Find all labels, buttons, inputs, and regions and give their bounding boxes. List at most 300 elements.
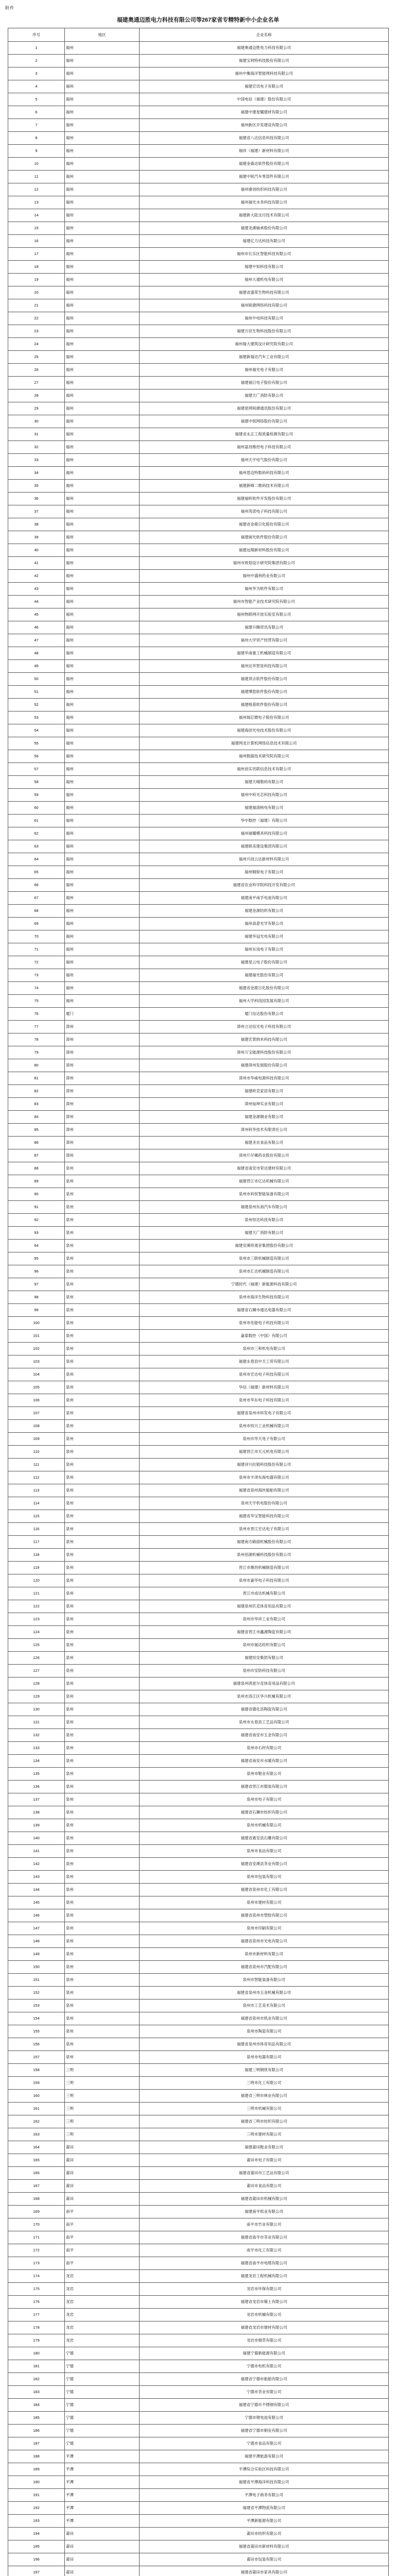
row-number: 76 — [8, 1008, 65, 1021]
row-city: 福州 — [65, 583, 140, 596]
table-row — [8, 2064, 389, 2077]
row-number: 162 — [8, 2115, 65, 2128]
row-number: 181 — [8, 2360, 65, 2373]
row-number: 121 — [8, 1587, 65, 1600]
row-number: 70 — [8, 930, 65, 943]
row-number: 138 — [8, 1806, 65, 1819]
table-row — [8, 389, 389, 402]
table-row — [8, 2206, 389, 2218]
row-city: 宁德 — [65, 2386, 140, 2399]
row-company-name: 泉州市包装有限公司 — [140, 1871, 389, 1884]
row-city: 福州 — [65, 55, 140, 67]
row-number: 64 — [8, 853, 65, 866]
row-company-name: 漳州科华技术有限责任公司 — [140, 1124, 389, 1137]
row-city: 福州 — [65, 776, 140, 789]
row-number: 99 — [8, 1304, 65, 1317]
row-company-name: 宁德市电机有限公司 — [140, 2360, 389, 2373]
row-number: 173 — [8, 2257, 65, 2270]
row-number: 134 — [8, 1755, 65, 1768]
row-number: 6 — [8, 106, 65, 119]
table-row — [8, 2386, 389, 2399]
table-row — [8, 583, 389, 596]
table-row — [8, 2257, 389, 2270]
row-number: 97 — [8, 1278, 65, 1291]
row-number: 174 — [8, 2270, 65, 2283]
row-company-name: 泉州市印刷有限公司 — [140, 1922, 389, 1935]
row-company-name: 三明市机械有限公司 — [140, 2103, 389, 2115]
row-city: 福州 — [65, 905, 140, 918]
row-company-name: 福州福大建筑设计研究院有限公司 — [140, 338, 389, 351]
row-company-name: 福建南平纸业有限公司 — [140, 2206, 389, 2218]
table-row — [8, 325, 389, 338]
table-row — [8, 1265, 389, 1278]
table-row — [8, 158, 389, 171]
row-company-name: 福州福光水务科技有限公司 — [140, 196, 389, 209]
row-city: 泉州 — [65, 1600, 140, 1613]
row-number: 142 — [8, 1858, 65, 1871]
table-row — [8, 737, 389, 750]
table-row — [8, 2218, 389, 2231]
table-row — [8, 2141, 389, 2154]
row-number: 89 — [8, 1175, 65, 1188]
row-city: 泉州 — [65, 1793, 140, 1806]
row-number: 92 — [8, 1214, 65, 1227]
row-number: 140 — [8, 1832, 65, 1845]
row-number: 179 — [8, 2334, 65, 2347]
row-number: 148 — [8, 1935, 65, 1948]
table-row — [8, 209, 389, 222]
row-number: 94 — [8, 1240, 65, 1252]
row-number: 126 — [8, 1652, 65, 1665]
row-city: 福州 — [65, 918, 140, 930]
table-row — [8, 608, 389, 621]
row-company-name: 中国电信（福建）股份有限公司 — [140, 93, 389, 106]
row-city: 漳州 — [65, 1059, 140, 1072]
row-number: 182 — [8, 2373, 65, 2386]
attachment-label: 附件 — [5, 6, 14, 10]
table-row — [8, 1446, 389, 1459]
row-company-name: 福建海创光电技术股份有限公司 — [140, 724, 389, 737]
row-number: 43 — [8, 583, 65, 596]
row-city: 泉州 — [65, 1613, 140, 1626]
table-row — [8, 2090, 389, 2103]
table-row — [8, 1613, 389, 1626]
row-company-name: 龙岩市机械有限公司 — [140, 2309, 389, 2321]
row-number: 40 — [8, 544, 65, 557]
table-row — [8, 1574, 389, 1587]
row-number: 98 — [8, 1291, 65, 1304]
table-row — [8, 1420, 389, 1433]
table-row — [8, 943, 389, 956]
table-row — [8, 1587, 389, 1600]
table-row — [8, 879, 389, 892]
row-city: 福州 — [65, 608, 140, 621]
row-number: 188 — [8, 2450, 65, 2463]
table-row — [8, 1343, 389, 1355]
row-city: 泉州 — [65, 1768, 140, 1781]
row-city: 福州 — [65, 325, 140, 338]
row-number: 151 — [8, 1974, 65, 1987]
row-number: 12 — [8, 183, 65, 196]
row-company-name: 福建天晴数码有限公司 — [140, 776, 389, 789]
table-row — [8, 1201, 389, 1214]
row-city: 泉州 — [65, 1999, 140, 2012]
table-row — [8, 1948, 389, 1961]
row-city: 福州 — [65, 183, 140, 196]
table-row — [8, 171, 389, 183]
row-company-name: 福建省平潭物流有限公司 — [140, 2502, 389, 2515]
row-number: 191 — [8, 2489, 65, 2502]
table-row — [8, 1768, 389, 1781]
table-row — [8, 840, 389, 853]
row-city: 龙岩 — [65, 2334, 140, 2347]
row-company-name: 福建省泉州市塑胶有限公司 — [140, 1909, 389, 1922]
row-city: 福州 — [65, 815, 140, 827]
row-company-name: 福建省金鹿日化股份有限公司 — [140, 982, 389, 995]
row-number: 88 — [8, 1162, 65, 1175]
row-company-name: 福建省莆田市工艺品有限公司 — [140, 2167, 389, 2180]
row-company-name: 福建南方路面机械股份有限公司 — [140, 1536, 389, 1549]
row-number: 106 — [8, 1394, 65, 1407]
table-row — [8, 106, 389, 119]
row-city: 泉州 — [65, 1858, 140, 1871]
table-row — [8, 2231, 389, 2244]
row-number: 77 — [8, 1021, 65, 1033]
row-number: 145 — [8, 1896, 65, 1909]
row-number: 166 — [8, 2167, 65, 2180]
row-city: 福州 — [65, 299, 140, 312]
table-row — [8, 428, 389, 441]
row-number: 171 — [8, 2231, 65, 2244]
table-row — [8, 557, 389, 570]
row-city: 福州 — [65, 660, 140, 673]
row-city: 龙岩 — [65, 2321, 140, 2334]
row-city: 福州 — [65, 119, 140, 132]
table-row — [8, 930, 389, 943]
row-city: 泉州 — [65, 1381, 140, 1394]
row-company-name: 福建星云电子股份有限公司 — [140, 956, 389, 969]
table-row — [8, 1961, 389, 1974]
table-row — [8, 686, 389, 699]
row-company-name: 福建省泉州市光电有限公司 — [140, 1935, 389, 1948]
row-company-name: 泉州市安防科技有限公司 — [140, 1665, 389, 1677]
row-city: 泉州 — [65, 1587, 140, 1600]
row-city: 泉州 — [65, 1909, 140, 1922]
row-city: 泉州 — [65, 1871, 140, 1884]
row-company-name: 华信（福建）新材料有限公司 — [140, 1381, 389, 1394]
row-number: 176 — [8, 2296, 65, 2309]
row-number: 105 — [8, 1381, 65, 1394]
row-number: 53 — [8, 711, 65, 724]
row-number: 63 — [8, 840, 65, 853]
table-row — [8, 338, 389, 351]
row-company-name: 泉州市建材有限公司 — [140, 1896, 389, 1909]
row-number: 1 — [8, 42, 65, 55]
row-company-name: 福建省永正工程质量检测有限公司 — [140, 428, 389, 441]
table-row — [8, 1021, 389, 1033]
table-row — [8, 2515, 389, 2528]
table-row — [8, 1227, 389, 1240]
table-row — [8, 570, 389, 583]
row-company-name: 宁德市锂电池有限公司 — [140, 2412, 389, 2425]
row-company-name: 福建博思软件股份有限公司 — [140, 686, 389, 699]
row-number: 128 — [8, 1677, 65, 1690]
row-city: 福州 — [65, 596, 140, 608]
row-number: 80 — [8, 1059, 65, 1072]
row-company-name: 福建永春县中天工贸有限公司 — [140, 1355, 389, 1368]
table-row — [8, 2476, 389, 2489]
table-row — [8, 493, 389, 505]
table-row — [8, 776, 389, 789]
row-number: 143 — [8, 1871, 65, 1884]
table-row — [8, 2502, 389, 2515]
row-city: 泉州 — [65, 1806, 140, 1819]
row-number: 30 — [8, 415, 65, 428]
row-number: 130 — [8, 1703, 65, 1716]
row-city: 泉州 — [65, 1690, 140, 1703]
row-number: 79 — [8, 1046, 65, 1059]
row-company-name: 福建省宁德市铜业有限公司 — [140, 2425, 389, 2437]
row-company-name: 泉州市嘉华电子科技有限公司 — [140, 1574, 389, 1587]
row-number: 195 — [8, 2540, 65, 2553]
row-company-name: 南平市化工有限公司 — [140, 2244, 389, 2257]
row-number: 178 — [8, 2321, 65, 2334]
row-number: 31 — [8, 428, 65, 441]
row-company-name: 福建万辰生物科技股份有限公司 — [140, 325, 389, 338]
table-row — [8, 248, 389, 261]
row-number: 21 — [8, 299, 65, 312]
row-company-name: 福建省泉州市五金机械有限公司 — [140, 1987, 389, 1999]
row-city: 泉州 — [65, 1562, 140, 1574]
table-row — [8, 969, 389, 982]
row-number: 169 — [8, 2206, 65, 2218]
row-city: 福州 — [65, 802, 140, 815]
row-company-name: 福建省德化县陶瓷有限公司 — [140, 1703, 389, 1716]
row-number: 34 — [8, 467, 65, 480]
row-city: 福州 — [65, 763, 140, 776]
row-number: 141 — [8, 1845, 65, 1858]
row-company-name: 泉州市佳能电子科技有限公司 — [140, 1317, 389, 1330]
table-row — [8, 1922, 389, 1935]
row-city: 泉州 — [65, 1948, 140, 1961]
table-row — [8, 467, 389, 480]
row-city: 福州 — [65, 892, 140, 905]
row-company-name: 福建泉州鸿星尔克体育用品有限公司 — [140, 1677, 389, 1690]
row-number: 153 — [8, 1999, 65, 2012]
row-company-name: 福州物联网开放实验室有限公司 — [140, 608, 389, 621]
row-number: 82 — [8, 1085, 65, 1098]
table-row — [8, 1149, 389, 1162]
row-number: 45 — [8, 608, 65, 621]
row-company-name: 晋江市成达机械有限公司 — [140, 1587, 389, 1600]
row-number: 110 — [8, 1446, 65, 1459]
row-number: 15 — [8, 222, 65, 235]
row-city: 泉州 — [65, 1742, 140, 1755]
row-city: 福州 — [65, 493, 140, 505]
row-city: 漳州 — [65, 1124, 140, 1137]
row-number: 103 — [8, 1355, 65, 1368]
table-row — [8, 1819, 389, 1832]
table-row — [8, 2321, 389, 2334]
row-number: 91 — [8, 1201, 65, 1214]
table-row — [8, 2051, 389, 2064]
row-company-name: 福建中锐网络股份有限公司 — [140, 415, 389, 428]
row-number: 157 — [8, 2051, 65, 2064]
row-company-name: 福州数据技术研究院有限公司 — [140, 750, 389, 763]
row-number: 32 — [8, 441, 65, 454]
row-city: 福州 — [65, 235, 140, 248]
row-number: 107 — [8, 1407, 65, 1420]
row-city: 泉州 — [65, 1845, 140, 1858]
row-city: 福州 — [65, 312, 140, 325]
row-city: 福州 — [65, 441, 140, 454]
row-city: 莆田 — [65, 2528, 140, 2540]
table-row — [8, 1278, 389, 1291]
row-city: 福州 — [65, 428, 140, 441]
row-city: 南平 — [65, 2231, 140, 2244]
table-row — [8, 1008, 389, 1021]
row-company-name: 泉州市电子有限公司 — [140, 1793, 389, 1806]
row-city: 泉州 — [65, 1716, 140, 1729]
row-company-name: 华中数控（福建）有限公司 — [140, 815, 389, 827]
table-row — [8, 1974, 389, 1987]
row-city: 福州 — [65, 518, 140, 531]
row-company-name: 福建新峰二维码技术有限公司 — [140, 480, 389, 493]
row-company-name: 泉州市福达纺织有限公司 — [140, 1639, 389, 1652]
table-row — [8, 596, 389, 608]
row-number: 9 — [8, 145, 65, 158]
row-number: 168 — [8, 2193, 65, 2206]
table-row — [8, 1162, 389, 1175]
row-company-name: 福建圣农食品有限公司 — [140, 1137, 389, 1149]
table-row — [8, 1046, 389, 1059]
row-number: 22 — [8, 312, 65, 325]
table-row — [8, 235, 389, 248]
row-company-name: 宁德市茶业有限公司 — [140, 2386, 389, 2399]
row-number: 135 — [8, 1768, 65, 1781]
row-city: 莆田 — [65, 2553, 140, 2566]
row-city: 泉州 — [65, 1961, 140, 1974]
row-number: 96 — [8, 1265, 65, 1278]
row-city: 漳州 — [65, 1033, 140, 1046]
row-city: 泉州 — [65, 1665, 140, 1677]
row-number: 20 — [8, 286, 65, 299]
row-company-name: 福建天广消防有限公司 — [140, 389, 389, 402]
row-city: 福州 — [65, 634, 140, 647]
row-company-name: 福建省南平市电缆有限公司 — [140, 2257, 389, 2270]
table-row — [8, 2167, 389, 2180]
table-row — [8, 1987, 389, 1999]
table-row — [8, 1626, 389, 1639]
row-city: 泉州 — [65, 1884, 140, 1896]
row-city: 泉州 — [65, 1355, 140, 1368]
table-row — [8, 815, 389, 827]
row-company-name: 福建网龙计算机网络信息技术有限公司 — [140, 737, 389, 750]
header-city: 地区 — [65, 28, 140, 42]
table-row — [8, 647, 389, 660]
row-city: 泉州 — [65, 1781, 140, 1793]
row-number: 101 — [8, 1330, 65, 1343]
row-city: 福州 — [65, 686, 140, 699]
row-city: 泉州 — [65, 1240, 140, 1252]
row-number: 136 — [8, 1781, 65, 1793]
row-company-name: 福建新大陆支付技术有限公司 — [140, 209, 389, 222]
row-company-name: 福建恒安集团有限公司 — [140, 1652, 389, 1665]
row-number: 122 — [8, 1600, 65, 1613]
row-company-name: 泉州市智能装备有限公司 — [140, 1974, 389, 1987]
row-company-name: 福建中建星耀建材有限公司 — [140, 106, 389, 119]
row-city: 福州 — [65, 956, 140, 969]
row-company-name: 福州大学科技园发展有限公司 — [140, 995, 389, 1008]
table-row — [8, 2193, 389, 2206]
row-company-name: 福建联美建设集团有限公司 — [140, 840, 389, 853]
row-company-name: 福建莆田鞋业有限公司 — [140, 2141, 389, 2154]
row-number: 146 — [8, 1909, 65, 1922]
row-company-name: 福建华南重工机械制造有限公司 — [140, 647, 389, 660]
table-row — [8, 1059, 389, 1072]
row-company-name: 福建省泉州市体育用品有限公司 — [140, 2038, 389, 2051]
row-number: 183 — [8, 2386, 65, 2399]
table-row — [8, 982, 389, 995]
table-row — [8, 1703, 389, 1716]
row-company-name: 福建龙溪轴承股份有限公司 — [140, 222, 389, 235]
row-city: 平潭 — [65, 2476, 140, 2489]
row-number: 194 — [8, 2528, 65, 2540]
row-number: 50 — [8, 673, 65, 686]
row-company-name: 福建省南平市茶业有限公司 — [140, 2231, 389, 2244]
row-company-name: 福建省龙岩市稀土有限公司 — [140, 2296, 389, 2309]
row-city: 泉州 — [65, 1484, 140, 1497]
document-title: 福建奥通迈胜电力科技有限公司等267家省专精特新中小企业名单 — [116, 17, 280, 23]
row-company-name: 福建省南安市水暖有限公司 — [140, 1755, 389, 1768]
row-company-name: 福建金源铜业有限公司 — [140, 1111, 389, 1124]
table-row — [8, 2425, 389, 2437]
row-city: 福州 — [65, 699, 140, 711]
row-city: 福州 — [65, 377, 140, 389]
row-company-name: 福州福光电子有限公司 — [140, 364, 389, 377]
row-number: 16 — [8, 235, 65, 248]
row-number: 170 — [8, 2218, 65, 2231]
row-city: 福州 — [65, 196, 140, 209]
row-city: 泉州 — [65, 1214, 140, 1227]
row-number: 56 — [8, 750, 65, 763]
row-city: 漳州 — [65, 1098, 140, 1111]
table-row — [8, 1368, 389, 1381]
row-city: 福州 — [65, 789, 140, 802]
row-company-name: 福建省三明市纺织有限公司 — [140, 2115, 389, 2128]
row-city: 福州 — [65, 866, 140, 879]
table-row — [8, 377, 389, 389]
table-row — [8, 2038, 389, 2051]
table-row — [8, 1252, 389, 1265]
row-company-name: 福州创实讯联信息技术有限公司 — [140, 763, 389, 776]
row-city: 泉州 — [65, 1317, 140, 1330]
table-row — [8, 1330, 389, 1343]
row-number: 25 — [8, 351, 65, 364]
table-row — [8, 1536, 389, 1549]
table-row — [8, 119, 389, 132]
row-number: 60 — [8, 802, 65, 815]
row-company-name: 福建省盛荣生物科技有限公司 — [140, 286, 389, 299]
row-number: 147 — [8, 1922, 65, 1935]
table-row — [8, 261, 389, 274]
table-row — [8, 1832, 389, 1845]
row-number: 4 — [8, 80, 65, 93]
row-number: 144 — [8, 1884, 65, 1896]
row-city: 福州 — [65, 132, 140, 145]
row-city: 泉州 — [65, 1252, 140, 1265]
row-company-name: 泉州市陶瓷有限公司 — [140, 2025, 389, 2038]
